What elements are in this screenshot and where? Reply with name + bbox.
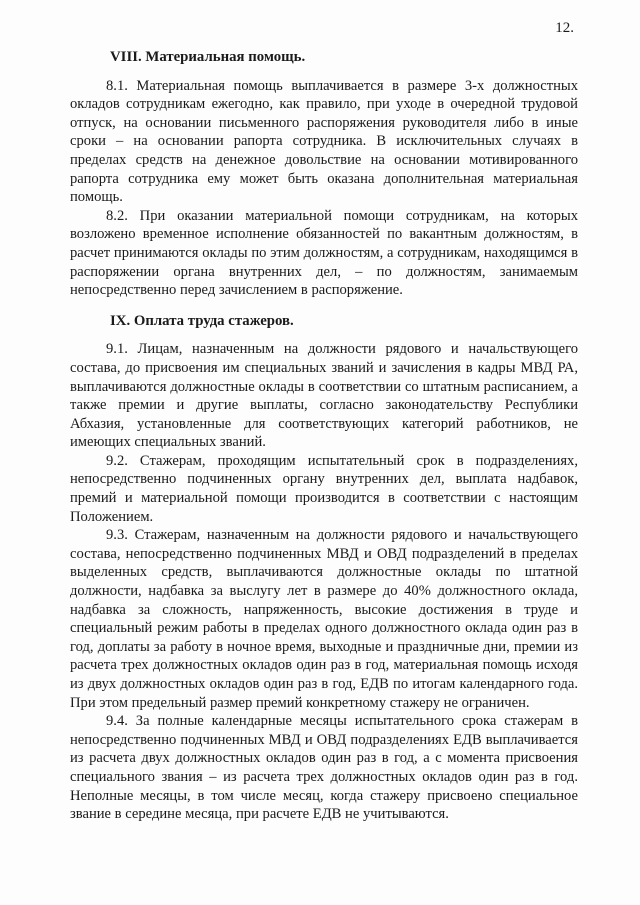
paragraph-9-1: 9.1. Лицам, назначенным на должности рядового и начальствующего состава, до присвоения им специальных званий и зачисления в кадры МВД РА, выплачиваются должностные оклады в соответствии со штатным расписанием, а также премии и другие выплаты, согласно законодательству Республики Абхазия, установленные для соответствующих категорий работников, не имеющих специальных званий. [70,341,578,451]
section-heading: IX. Оплата труда стажеров. [110,312,294,329]
paragraph-9-4: 9.4. За полные календарные месяцы испытательного срока стажерам в непосредственно подчиненных МВД и ОВД подразделениях ЕДВ выплачивается из расчета двух должностных окладов один раз в год, а с момента присвоения специального звания – из расчета трех должностных окладов один раз в год. Неполные месяцы, в том числе месяц, когда стажеру присвоено специальное звание в середине месяца, при расчете ЕДВ не учитываются. [70,713,578,823]
section-intern-pay [70,312,578,824]
paragraph-9-3: 9.3. Стажерам, назначенным на должности рядового и начальствующего состава, непосредственно подчиненных МВД и ОВД подразделений в пределах выделенных средств, выплачиваются должностные оклады по штатной должности, надбавка за выслугу лет в размере до 40% должностного оклада, надбавка за сложность, напряженность, высокие достижения в труде и специальный режим работы в пределах одного должностного оклада один раз в год, доплаты за работу в ночное время, выходные и праздничные дни, премии из расчета трех должностных окладов один раз в год, материальная помощь исходя из двух должностных окладов один раз в год, ЕДВ по итогам календарного года. При этом предельный размер премий конкретному стажеру не ограничен. [70,527,578,711]
document-body [70,48,578,824]
section-heading: VIII. Материальная помощь. [110,49,306,65]
paragraph-8-2: 8.2. При оказании материальной помощи сотрудникам, на которых возложено временное исполнение обязанностей по вакантным должностям, в расчет принимаются оклады по этим должностям, а сотрудникам, находящимся в распоряжении органа внутренних дел, – по должностям, занимаемым непосредственно перед зачислением в распоряжение. [70,207,578,299]
section-material-assistance [70,48,578,300]
paragraph-9-2: 9.2. Стажерам, проходящим испытательный срок в подразделениях, непосредственно подчиненных органу внутренних дел, выплата надбавок, премий и материальной помощи производится в соответствии с настоящим Положением. [70,452,578,525]
page-number: 12. [555,20,574,36]
paragraph-8-1: 8.1. Материальная помощь выплачивается в размере 3-х должностных окладов сотрудникам ежегодно, как правило, при уходе в очередной трудовой отпуск, на основании письменного распоряжения руководителя либо в иные сроки – на основании рапорта сотрудника. В исключительных случаях в пределах средств на денежное довольствие на основании мотивированного рапорта сотрудника ему может быть оказана дополнительная материальная помощь. [70,77,578,206]
